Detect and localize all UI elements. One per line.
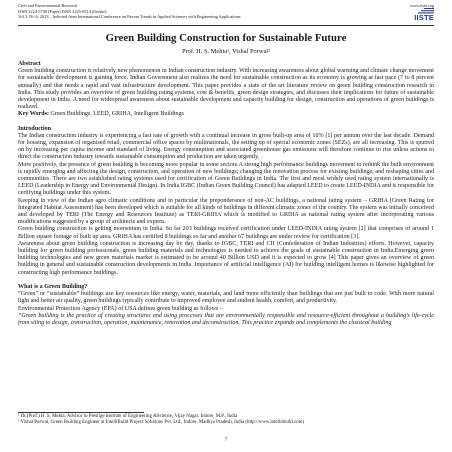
journal-volume: Vol.3, No.6, 2013 – Selected from International Conference on Recent Trends in Applied Sciences with Engineering Applications (18, 14, 241, 20)
journal-header (18, 3, 434, 20)
section-gap (18, 119, 434, 126)
keywords-label: Key Words: (18, 111, 49, 118)
intro-paragraph: More positively, the presence of green building is becoming more popular in some sectors.A strong high performance buildings movement to rethink the built environment is rapidly emerging and affecting the design, construction, and operation of new buildings; changing the renovation process for existing buildings; and reshaping cities and communities. There are two established rating systems used for certification of Green Buildings in India. The first and most widely used rating system internationally is LEED (Leadership in Energy and Environmental Design). In India IGBC (Indian Green Building Council) has adapted LEED to create LEED-INDIA and is responsible for certifying buildings under this system. (18, 161, 434, 197)
green-building-paragraph: “Green” or “sustainable” buildings use key resources like energy, water, materials, and land more efficiently than buildings that are just built to code. With more natural light and better air quality, green buildings typically contribute to improved employee and student health, comfort, and productivity. (18, 291, 434, 305)
epa-definition-quote: “Green building is the practice of creating structures and using processes that are environmentally responsible and resource-efficient throughout a building’s life-cycle from siting to design, construction, operation, maintenance, renovation and deconstruction. This practice expands and complements the classical building (18, 312, 434, 326)
abstract-text: Green building construction is relatively new phenomenon in Indian construction industry. With increasing awareness about global warming and climate change movement for sustainable development is gaining force. Indian Government also realizes the need for sustainable construction as its economy is growing at fast pace (7 to 8 percent annually) and that needs a rapid and vast infrastructure development. This paper provides a state of the art literature review on green building construction research in India. This study provides an overview of green building rating systems, cost & benefits, green design strategies, and discusses their implications for future of sustainable development in India. A need for widespread awareness about sustainable development and capacity building for design, construction and operations of green buildings is realized. (18, 68, 434, 111)
footnote: ¹ Dr.(Prof.) H. S. Mehta, Advisor to Prestige institute of Engineering &Science, Vijay Nagar, Indore, M.P., India (18, 414, 238, 419)
paper-title: Green Building Construction for Sustainable Future (105, 32, 347, 44)
logo-wordmark: IISTE (414, 13, 434, 22)
intro-paragraph: The Indian construction industry is experiencing a fast rate of growth with a continual increase in gross built-up area of 10% [1] per annum over the last decade. Demand for housing, expansion of organised retail, commercial office spaces by multinationals, the setting up of special economic zones (SEZs), are all increasing. This is spurred on by increasing per capita income and standard of living. Energy consumption and associated greenhouse gas emissions will therefore continue to rise unless actions to direct the construction industry towards sustainable consumption and production are taken urgently. (18, 132, 434, 161)
keywords-list: Green Buildings, LEED, GRIHA, Intelligent Buildings (48, 111, 184, 118)
footnote-rule (18, 412, 144, 413)
green-building-heading: What is a Green Building? (18, 283, 88, 290)
journal-url-link[interactable]: www.iiste.org (410, 3, 434, 8)
green-building-paragraph: Environmental Protection Agency (EPA) of USA defines green building as follows – (18, 305, 223, 312)
introduction-heading: Introduction (18, 125, 52, 132)
paper-body (18, 61, 434, 327)
paper-authors: Prof. H. S. Mehta¹, Vishal Porwal² (181, 48, 270, 55)
keywords-line (18, 111, 434, 118)
abstract-heading: Abstract (18, 61, 41, 67)
footnotes (18, 414, 434, 426)
footnote: ² Vishal Porwal, Green Building Engineer at IntelliBuild Project Solutions Pvt. Ltd., Indore, Madhya Pradesh, India (http://www.intellobuild.com) (18, 419, 305, 425)
header-rule (18, 25, 434, 26)
iiste-logo (412, 8, 434, 23)
journal-name: Civil and Environmental Research (18, 3, 78, 8)
intro-paragraph: Keeping in view of the Indian agro climatic conditions and in particular the preponderance of non-AC buildings, a national rating system – GRIHA (Green Rating for Integrated Habitat Assessment) has been developed which is suitable for all kinds of buildings in different climatic zones of the country. The system was initially conceived and developed by TERI (The Energy and Resources Institute) as TERI-GRIHA which is modified to GRIHA as national rating system after incorporating various modifications suggested by a group of architects and experts. (18, 197, 434, 226)
page-number: 7 (224, 437, 228, 443)
intro-paragraph: Awareness about green building construction is increasing day by day, thanks to IGBC, TERI and CII (Confederation of Indian Industries) efforts. However, capacity building for green building professionals, green building materials and technologies is needed to achieve the goals of sustainable construction in India.Emerging green building technologies and new green materials market is estimated to be around 40 Billion USD and it is expected to grow [4] This paper gives an overview of green building in general and sustainable construction developments in India. Importance of artificial intelligence (AI) for building intelligent homes is likewise highlighted for constructing high performance buildings. (18, 240, 434, 276)
section-gap (18, 277, 434, 284)
journal-issn: ISSN 2224-5790 (Paper) ISSN 2225-0514 (Online) (18, 8, 107, 14)
intro-paragraph: Green building construction is getting momentum in India. So far 203 buildings received certification under LEED-INDIA rating system [2] that comprises of around 1 Billion square footage of built up area. GRIHA has certified 8 buildings so far and another 67 buildings are under review for certification [3]. (18, 226, 434, 240)
